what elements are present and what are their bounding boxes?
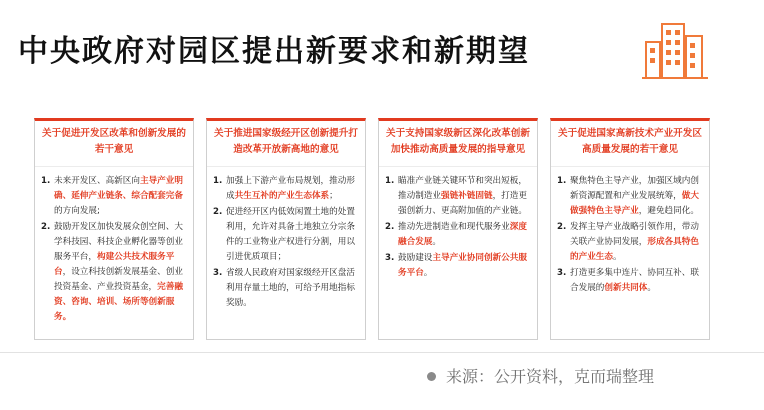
policy-item	[213, 205, 359, 265]
highlight-phrase: 构建公共技术服务平台	[54, 252, 175, 277]
policy-card-body	[379, 167, 537, 281]
policy-card-1	[34, 118, 194, 340]
policy-card-2	[206, 118, 366, 340]
policy-item-text	[398, 220, 531, 250]
highlight-phrase: 形成各具特色的产业生态	[570, 237, 699, 262]
highlight-phrase: 强链补链固链	[440, 191, 493, 201]
highlight-phrase: 共生互补的产业生态体系	[234, 191, 330, 201]
policy-item-text	[54, 220, 187, 325]
policy-card-4	[550, 118, 710, 340]
text-segment: 的方向发展;	[54, 206, 100, 216]
highlight-phrase: 创新共同体	[604, 283, 648, 293]
policy-item	[557, 174, 703, 219]
policy-item-number: 3.	[213, 268, 223, 278]
policy-card-body	[207, 167, 365, 311]
policy-item-number: 3.	[385, 253, 395, 263]
policy-item	[385, 220, 531, 250]
highlight-phrase: 深度融合发展	[398, 222, 527, 247]
policy-item	[213, 174, 359, 204]
policy-item	[41, 220, 187, 325]
policy-item-text	[570, 174, 703, 219]
policy-card-body	[35, 167, 193, 325]
policy-item	[385, 251, 531, 281]
text-segment: ，设立科技创新发展基金、创业投资基金、产业投资基金，	[54, 267, 183, 292]
policy-item-number: 2.	[557, 222, 567, 232]
text-segment: 。	[647, 283, 656, 293]
footer-divider	[0, 352, 764, 353]
policy-cards	[34, 118, 710, 340]
text-segment: 加强上下游产业布局规划，推动形成	[226, 176, 355, 201]
policy-item-text	[226, 205, 359, 265]
text-segment: 鼓励开发区加快发展众创空间、大学科技园、科技企业孵化器等创业服务平台，	[54, 222, 183, 262]
policy-item-number: 2.	[385, 222, 395, 232]
policy-card-title: 关于推进国家级经开区创新提升打造改革开放新高地的意见	[207, 121, 365, 167]
policy-item	[557, 266, 703, 296]
policy-item-text	[570, 266, 703, 296]
policy-item-number: 2.	[213, 207, 223, 217]
policy-card-3	[378, 118, 538, 340]
policy-item-number: 1.	[213, 176, 223, 186]
policy-item-text	[570, 220, 703, 265]
building-icon	[640, 16, 710, 82]
text-segment: 瞄准产业链关键环节和突出短板，推动制造业	[398, 176, 527, 201]
text-segment: 省级人民政府对国家级经开区盘活利用存量土地的，可给予用地指标奖励。	[226, 268, 355, 308]
policy-item-number: 1.	[385, 176, 395, 186]
policy-item-text	[226, 174, 359, 204]
text-segment: 促进经开区内低效闲置土地的处置利用，允许对具备土地独立分宗条件的工业物业产权进行分割，用以引进优质项目；	[226, 207, 355, 262]
policy-card-title: 关于支持国家级新区深化改革创新加快推动高质量发展的指导意见	[379, 121, 537, 167]
policy-item-number: 3.	[557, 268, 567, 278]
policy-item	[41, 174, 187, 219]
policy-item	[385, 174, 531, 219]
text-segment: 推动先进制造业和现代服务业	[398, 222, 510, 232]
highlight-phrase: 主导产业明确、延伸产业链条、综合配套完备	[54, 176, 183, 201]
policy-item-text	[398, 251, 531, 281]
policy-item	[213, 266, 359, 311]
policy-card-title: 关于促进开发区改革和创新发展的若干意见	[35, 121, 193, 167]
source-note: 来源：公开资料，克而瑞整理	[446, 367, 655, 386]
policy-card-body	[551, 167, 709, 296]
text-segment: 鼓励建设	[398, 253, 433, 263]
text-segment: 。	[612, 252, 622, 262]
policy-item-text	[54, 174, 187, 219]
text-segment: 打造更多集中连片、协同互补、联合发展的	[570, 268, 699, 293]
policy-card-title: 关于促进国家高新技术产业开发区高质量发展的若干意见	[551, 121, 709, 167]
highlight-phrase: 主导产业协同创新公共服务平台	[398, 253, 527, 278]
text-segment: ，打造更强创新力、更高附加值的产业链。	[398, 191, 527, 216]
text-segment: 。	[432, 237, 441, 247]
policy-item-number: 2.	[41, 222, 51, 232]
text-segment: 聚焦特色主导产业，加强区域内创新资源配置和产业发展统筹，	[570, 176, 699, 201]
policy-item-number: 1.	[41, 176, 51, 186]
text-segment: 。	[423, 268, 433, 278]
policy-item-text	[226, 266, 359, 311]
highlight-phrase: 做大做强特色主导产业	[570, 191, 699, 216]
highlight-phrase: 完善融资、咨询、培训、场所等创新服务。	[54, 282, 183, 322]
policy-item	[557, 220, 703, 265]
page-title: 中央政府对园区提出新要求和新期望	[18, 34, 530, 69]
source-bullet-icon	[427, 372, 436, 381]
text-segment: 发挥主导产业战略引领作用，带动关联产业协同发展，	[570, 222, 699, 247]
text-segment: ；	[329, 191, 338, 201]
text-segment: ，避免趋同化。	[638, 206, 699, 216]
policy-item-number: 1.	[557, 176, 567, 186]
policy-item-text	[398, 174, 531, 219]
text-segment: 未来开发区、高新区向	[54, 176, 140, 186]
